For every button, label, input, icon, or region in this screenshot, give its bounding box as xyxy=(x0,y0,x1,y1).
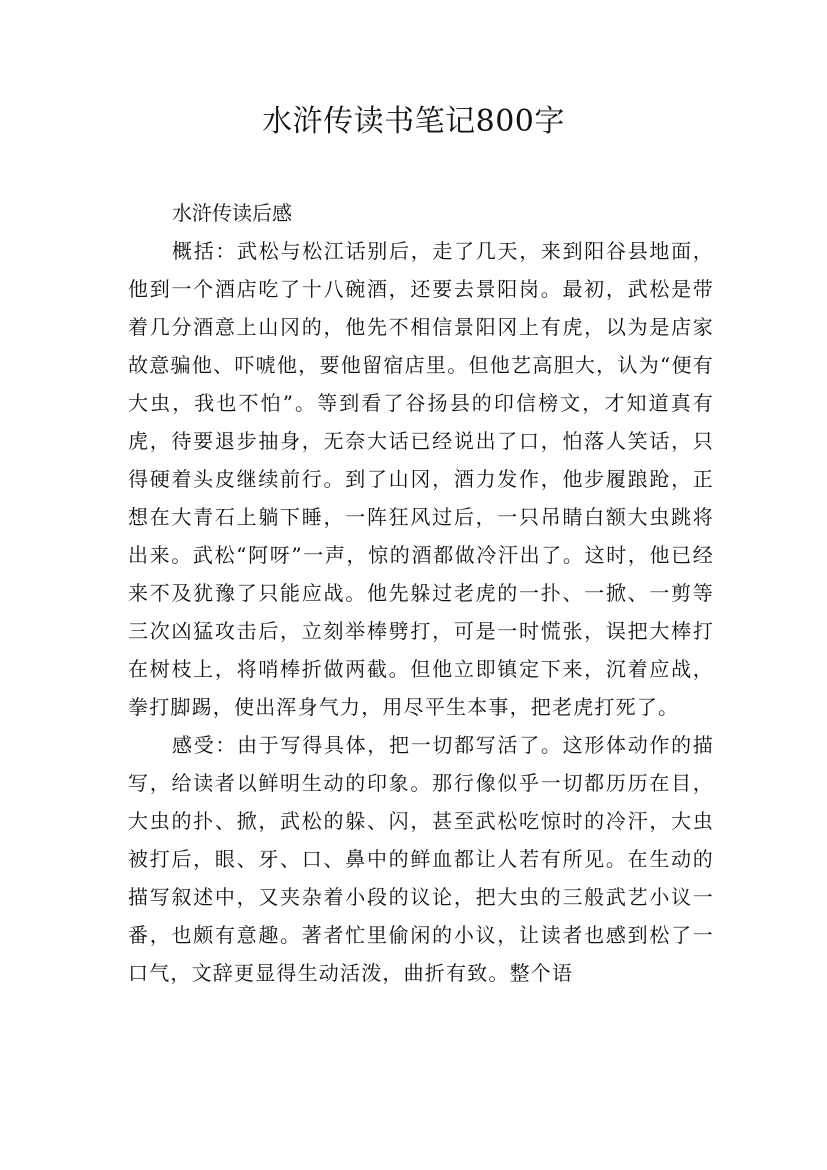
document-subtitle: 水浒传读后感 xyxy=(172,201,292,225)
document-body xyxy=(128,194,714,992)
summary-paragraph: 概括：武松与松江话别后，走了几天，来到阳谷县地面，他到一个酒店吃了十八碗酒，还要去景阳岗。最初，武松是带着几分酒意上山冈的，他先不相信景阳冈上有虎，以为是店家故意骗他、吓唬他，要他留宿店里。但他艺高胆大，认为“便有大虫，我也不怕”。等到看了谷扬县的印信榜文，才知道真有虎，待要退步抽身，无奈大话已经说出了口，怕落人笑话，只得硬着头皮继续前行。到了山冈，酒力发作，他步履踉跄，正想在大青石上躺下睡，一阵狂风过后，一只吊睛白额大虫跳将出来。武松“阿呀”一声，惊的酒都做冷汗出了。这时，他已经来不及犹豫了只能应战。他先躲过老虎的一扑、一掀、一剪等三次凶猛攻击后，立刻举棒劈打，可是一时慌张，误把大棒打在树枝上，将哨棒折做两截。但他立即镇定下来，沉着应战，拳打脚踢，使出浑身气力，用尽平生本事，把老虎打死了。 xyxy=(128,239,714,719)
reflection-paragraph: 感受：由于写得具体，把一切都写活了。这形体动作的描写，给读者以鲜明生动的印象。那行像似乎一切都历历在目，大虫的扑、掀，武松的躲、闪，甚至武松吃惊时的冷汗，大虫被打后，眼、牙、口、鼻中的鲜血都让人若有所见。在生动的描写叙述中，又夹杂着小段的议论，把大虫的三般武艺小议一番，也颇有意趣。著者忙里偷闲的小议，让读者也感到松了一口气，文辞更显得生动活泼，曲折有致。整个语 xyxy=(128,733,714,985)
document-title: 水浒传读书笔记800字 xyxy=(262,104,565,139)
